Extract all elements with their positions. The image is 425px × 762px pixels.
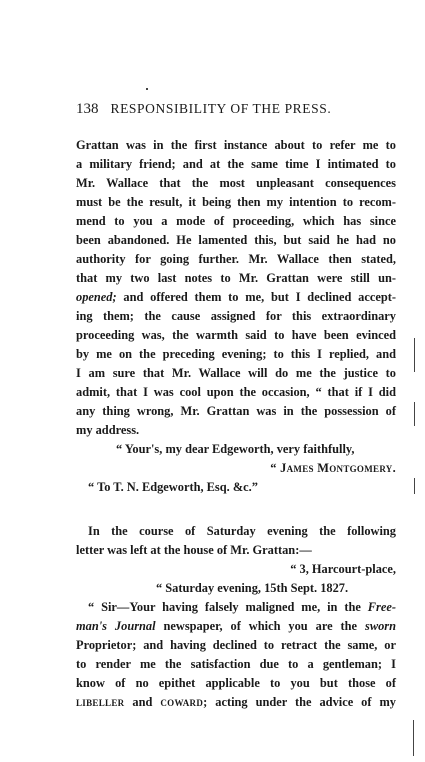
body-line: Mr. Wallace that the most unpleasant consequences	[76, 176, 396, 190]
body-line: authority for going further. Mr. Wallace then stated,	[76, 252, 396, 266]
small-caps-word: coward	[160, 695, 204, 709]
italic-phrase: man's Journal	[76, 619, 156, 633]
body-line: letter was left at the house of Mr. Grattan:—	[76, 543, 312, 557]
body-line: must be the result, it being then my intention to recom-	[76, 195, 396, 209]
page-number: 138	[76, 101, 99, 117]
margin-mark	[414, 402, 415, 426]
small-caps-word: libeller	[76, 695, 125, 709]
body-line: proceeding was, the warmth said to have been evinced	[76, 328, 396, 342]
body-line	[76, 692, 396, 712]
body-line: that my two last notes to Mr. Grattan were still un-	[76, 271, 396, 285]
line-text: ; acting under the advice of my	[203, 695, 396, 709]
margin-mark	[414, 478, 415, 494]
margin-mark	[414, 338, 415, 372]
address-line: “ To T. N. Edgeworth, Esq. &c.”	[88, 480, 258, 494]
body-line: my address.	[76, 423, 140, 437]
scan-speck	[146, 88, 148, 90]
body-line: know of no epithet applicable to you but those of	[76, 676, 396, 690]
letter-address: “ 3, Harcourt-place,	[290, 562, 396, 576]
margin-mark	[413, 720, 414, 756]
line-text: and	[124, 695, 161, 709]
letter-date: “ Saturday evening, 15th Sept. 1827.	[156, 581, 349, 595]
italic-phrase: sworn	[365, 619, 396, 633]
body-line: by me on the preceding evening; to this I replied, and	[76, 347, 396, 361]
body-line	[76, 287, 396, 307]
body-line: In the course of Saturday evening the following	[88, 524, 396, 538]
signature-line: “ James Montgomery.	[270, 461, 396, 475]
closing-line: “ Your's, my dear Edgeworth, very faithfully,	[116, 442, 355, 456]
body-line: Grattan was in the first instance about to refer me to	[76, 138, 396, 152]
line-text: “ Sir—Your having falsely maligned me, in the	[88, 600, 368, 614]
body-line: I am sure that Mr. Wallace will do me the justice to	[76, 366, 396, 380]
body-line	[88, 597, 396, 617]
running-header	[76, 101, 396, 119]
body-line: to render me the satisfaction due to a gentleman; I	[76, 657, 396, 671]
body-line: ing them; the cause assigned for this extraordinary	[76, 309, 396, 323]
running-title: RESPONSIBILITY OF THE PRESS.	[110, 101, 332, 116]
body-line	[76, 616, 396, 636]
italic-phrase: opened;	[76, 290, 117, 304]
body-line: any thing wrong, Mr. Grattan was in the possession of	[76, 404, 396, 418]
line-text: and offered them to me, but I declined accept-	[116, 290, 396, 304]
body-line: admit, that I was cool upon the occasion, “ that if I did	[76, 385, 396, 399]
body-line: mend to you a mode of proceeding, which has since	[76, 214, 396, 228]
body-line: Proprietor; and having declined to retract the same, or	[76, 638, 396, 652]
line-text: newspaper, of which you are the	[155, 619, 365, 633]
body-line: been abandoned. He lamented this, but said he had no	[76, 233, 396, 247]
italic-phrase: Free-	[367, 600, 396, 614]
body-line: a military friend; and at the same time I intimated to	[76, 157, 396, 171]
